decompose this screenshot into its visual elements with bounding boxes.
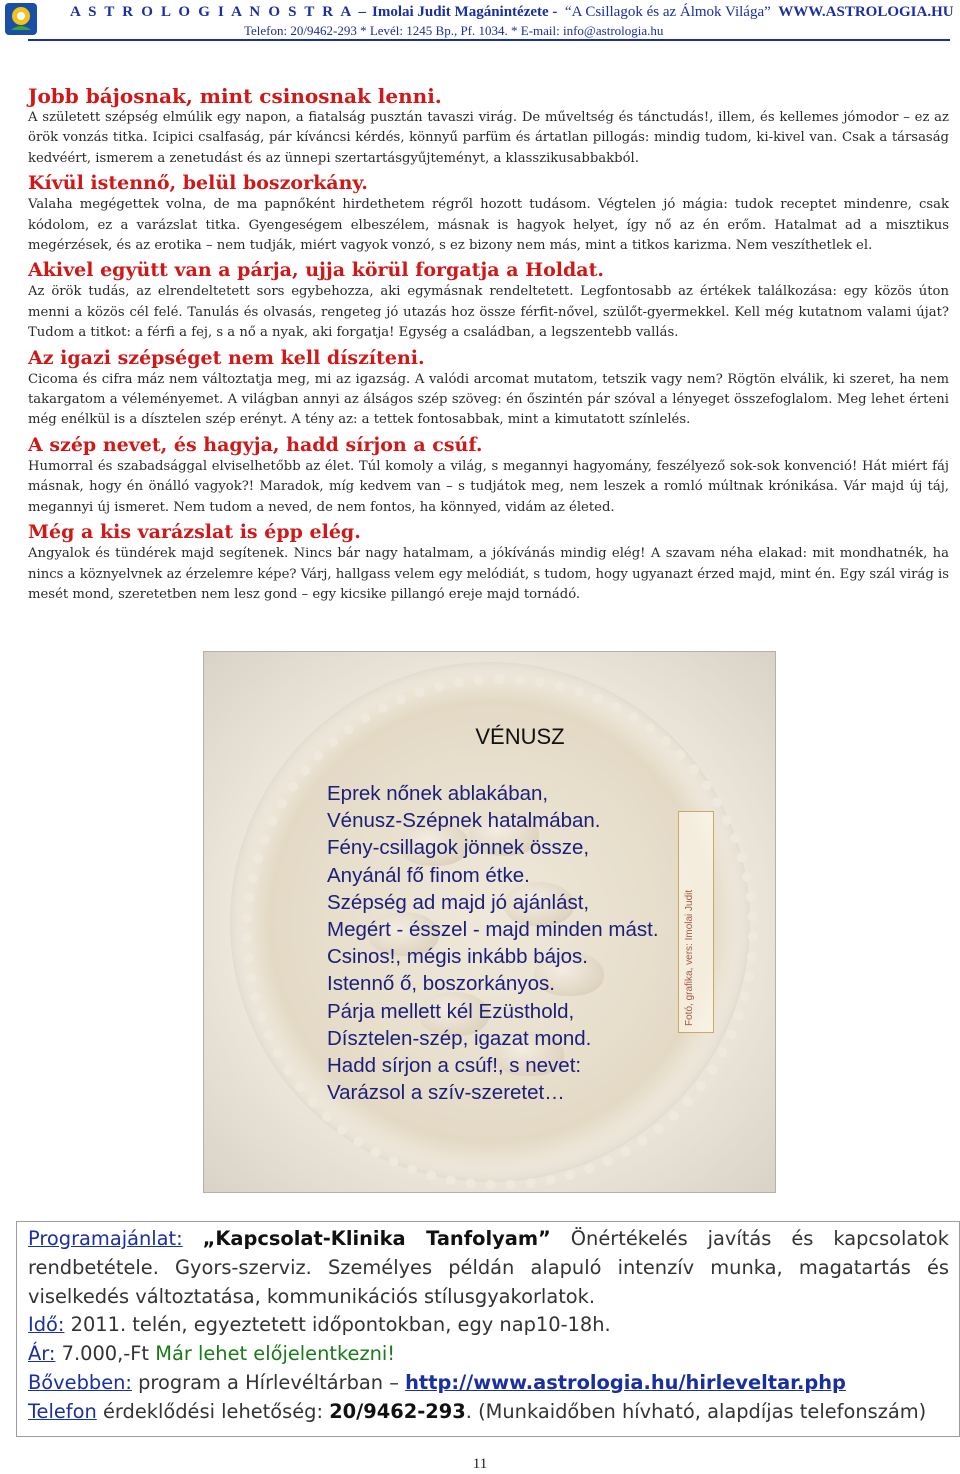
section-text: A született szépség elmúlik egy napon, a fiatalság pusztán tavaszi virág. De műveltség és tánctudás!, illem, és kellemes jómodor – ez az örök vonzás titka. Icipici csalfaság, pár kíváncsi kérdés, könnyű parfüm és ártatlan pillogás: mindig tudom, ki-kivel van. Csak a társaság kedvéért, ismerem a zenetudást és az ünnepi szertartásgyűjteményt, a klasszikusabbakból. [28,110,949,166]
poem-line: Eprek nőnek ablakában, [327,782,549,805]
poem-line: Megért - ésszel - majd minden mást. [327,918,659,942]
phone-text: érdeklődési lehetőség: [102,1399,324,1423]
program-label: Programajánlat: [28,1227,183,1250]
header-contact: Telefon: 20/9462-293 * Levél: 1245 Bp., Pf. 1034. * E-mail: info@astrologia.hu [244,23,664,38]
section-text: Humorral és szabadsággal elviselhetőbb az élet. Túl komoly a világ, s megannyi hagyomány, feszélyező sok-sok konvenció! Hát miért fáj másnak, hogy én önálló vagyok?! Maradok, míg kedvem van – s tudjátok meg, nem leszek a romló múltnak krónikása. Vár majd új táj, megannyi új ismeret. Nem tudom a neved, de nem fontos, ha könnyed, vidám az életed. [28,458,949,515]
poem-title: VÉNUSZ [475,724,565,749]
course-description: Önértékelés javítás és kapcsolatok rendbetétele. Gyors-szerviz. Személyes példán alapuló intenzív munka, magatartás és viselkedés változtatása, kommunikációs stílusgyakorlatok. [28,1227,950,1308]
section-text: Cicoma és cifra máz nem változtatja meg, mi az igazság. A valódi arcomat mutatom, tetszik vagy nem? Rögtön elválik, ki szeret, ha nem takargatom a véleményemet. A világban annyi az álságos szép szöveg: én őszintén pár szóval a lényeget összefoglalom. Meg lehet érteni még enélkül is a dísztelen szép erényt. A tény az: a tettek fontosabbak, mint a kimutatott színlelés. [28,371,949,428]
more-label: Bővebben: [28,1370,132,1394]
header-divider [28,39,950,41]
phone-label: Telefon [28,1399,97,1423]
phone-note: . (Munkaidőben hívható, alapdíjas telefonszám) [465,1399,927,1423]
time-value: 2011. telén, egyeztetett időpontokban, egy nap10-18h. [70,1313,611,1337]
price-note: Már lehet előjelentkezni! [155,1342,396,1366]
section-title: Akivel együtt van a párja, ujja körül forgatja a Holdat. [28,259,604,282]
price-label: Ár: [28,1342,56,1366]
poem-line: Hadd sírjon a csúf!, s nevet: [327,1054,582,1078]
poem-credit: Fotó, grafika, vers: Imolai Judit [684,889,695,1026]
page-number: 11 [472,1456,488,1472]
poem-line: Csinos!, mégis inkább bájos. [327,945,588,969]
program-more [28,1369,949,1398]
program-phone [28,1398,949,1427]
poem-line: Fény-csillagok jönnek össze, [327,836,590,860]
course-title: „Kapcsolat-Klinika Tanfolyam” [202,1227,551,1250]
phone-number: 20/9462-293 [329,1399,466,1423]
brand-spaced: A S T R O L O G I A N O S T R A – [70,4,369,20]
poem-line: Istennő ő, boszorkányos. [327,972,555,996]
brand-name: Imolai Judit Magánintézete - [372,4,558,20]
price-value: 7.000,-Ft [61,1342,150,1366]
header-brand-line [70,4,954,21]
more-text: program a Hírlevéltárban – [138,1370,399,1394]
section-title: Jobb bájosnak, mint csinosnak lenni. [28,84,442,108]
section-title: A szép nevet, és hagyja, hadd sírjon a csúf. [28,433,483,456]
poem-line: Varázsol a szív-szeretet… [327,1081,565,1105]
section-text: Valaha megégettek volna, de ma papnőként hirdethetem régről hozott tudásom. Végtelen jó mágia: tudok receptet mindenre, csak kódolom, ez a varázslat titka. Gyengeségem elbeszélem, másnak is hagyok helyet, így nő az én erőm. Hatalmat ad a misztikus megérzések, és az erotika – nem tudják, miért vagyok vonzó, s ez bizony nem más, mint a titkos karizma. Nem veszíthetlek el. [28,197,949,254]
poem-line: Szépség ad majd jó ajánlást, [327,890,590,914]
program-price [28,1340,949,1369]
section-title: Kívül istennő, belül boszorkány. [28,172,368,195]
program-time [28,1311,949,1340]
astrologia-logo-icon [4,2,38,36]
credit-box [678,811,714,1033]
brand-slogan: “A Csillagok és az Álmok Világa” [564,4,771,20]
article [28,84,949,607]
poem-line: Dísztelen-szép, igazat mond. [327,1026,592,1050]
brand-website-link[interactable]: WWW.ASTROLOGIA.HU [778,4,954,20]
poem-lines [327,780,659,1106]
section-text: Az örök tudás, az elrendeltetett sors egybehozza, aki egymásnak rendeltetett. Legfontosabb az értékek találkozása: egy közös úton menni a közös cél felé. Tanulás és olvasás, rengeteg jó utazás hoz össze férfit-nővel, szülőt-gyermekkel. Kell még kutatnom valami újat? Tudom a titkot: a férfi a fej, s a nő a nyak, aki forgatja! Egység a családban, a legszentebb vallás. [28,284,949,341]
section-text: Angyalok és tündérek majd segítenek. Nincs bár nagy hatalmam, a jókívánás mindig elég! A szavam néha elakad: mit mondhatnék, ha nincs a köznyelvnek az érzelemre képe? Várj, hallgass velem egy melódiát, s tudom, hogy ugyanazt érzed majd, mint én. Egy szál virág is mesét mond, szeretetben nem lesz gond – egy kicsike pillangó ereje majd tornádó. [28,546,949,602]
section-title: Még a kis varázslat is épp elég. [28,521,361,544]
archive-link[interactable]: http://www.astrologia.hu/hirleveltar.php [405,1370,846,1394]
section-title: Az igazi szépséget nem kell díszíteni. [28,346,425,369]
program-box [16,1221,960,1437]
poem-line: Párja mellett kél Ezüsthold, [327,999,575,1023]
poem-line: Anyánál fő finom étke. [327,863,530,887]
poem-line: Vénusz-Szépnek hatalmában. [327,809,601,833]
time-label: Idő: [28,1313,65,1337]
page-header [0,0,960,40]
program-intro [28,1225,949,1311]
venus-poem-image [203,651,776,1193]
